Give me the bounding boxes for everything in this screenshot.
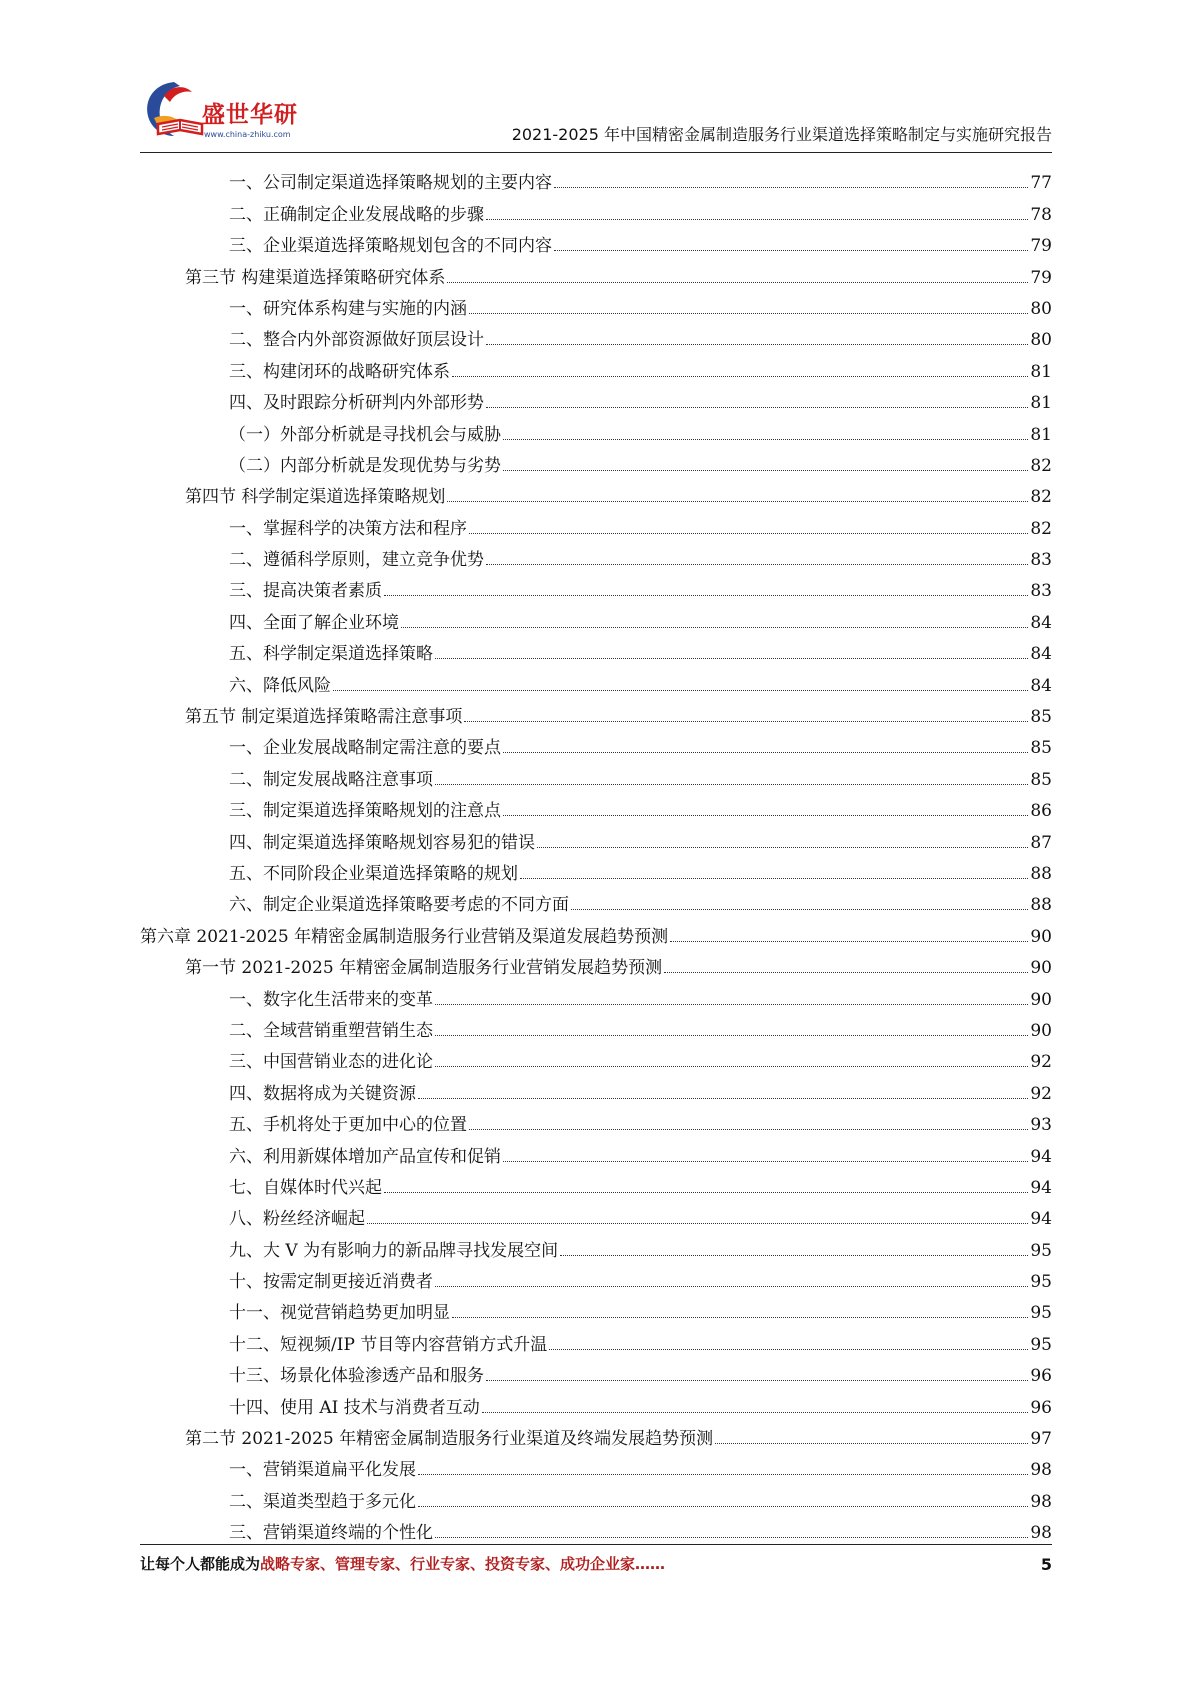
toc-entry-title: 一、营销渠道扁平化发展 — [229, 1460, 416, 1481]
toc-entry[interactable] — [140, 506, 1052, 537]
toc-entry-title: 五、手机将处于更加中心的位置 — [229, 1115, 467, 1136]
toc-leader-dots — [715, 1443, 1028, 1444]
toc-entry[interactable] — [140, 1385, 1052, 1416]
toc-entry[interactable] — [140, 914, 1052, 945]
toc-entry-page: 77 — [1030, 173, 1052, 194]
header-divider — [140, 152, 1052, 153]
toc-entry-page: 80 — [1030, 298, 1052, 319]
toc-entry-page: 81 — [1030, 393, 1052, 414]
toc-entry-page: 84 — [1030, 644, 1052, 665]
toc-entry-title: 第一节 2021-2025 年精密金属制造服务行业营销发展趋势预测 — [185, 958, 663, 979]
logo-name: 盛世华研 — [202, 102, 298, 128]
toc-leader-dots — [554, 187, 1028, 188]
toc-entry-title: 六、利用新媒体增加产品宣传和促销 — [229, 1146, 501, 1167]
toc-entry-page: 98 — [1030, 1491, 1052, 1512]
toc-leader-dots — [435, 1537, 1028, 1538]
toc-entry[interactable] — [140, 1291, 1052, 1322]
toc-entry[interactable] — [140, 946, 1052, 977]
toc-entry-title: （一）外部分析就是寻找机会与威胁 — [229, 424, 501, 445]
toc-entry[interactable] — [140, 1511, 1052, 1542]
toc-leader-dots — [664, 972, 1028, 973]
toc-entry-page: 81 — [1030, 424, 1052, 445]
toc-entry[interactable] — [140, 663, 1052, 694]
toc-entry[interactable] — [140, 287, 1052, 318]
toc-leader-dots — [486, 344, 1028, 345]
toc-entry[interactable] — [140, 1260, 1052, 1291]
toc-entry-page: 94 — [1030, 1146, 1052, 1167]
toc-entry-page: 84 — [1030, 675, 1052, 696]
toc-leader-dots — [418, 1474, 1028, 1475]
toc-leader-dots — [401, 627, 1028, 628]
toc-entry[interactable] — [140, 1103, 1052, 1134]
toc-entry[interactable] — [140, 1071, 1052, 1102]
toc-entry[interactable] — [140, 538, 1052, 569]
toc-entry-page: 98 — [1030, 1523, 1052, 1544]
toc-leader-dots — [503, 1161, 1028, 1162]
toc-entry[interactable] — [140, 349, 1052, 380]
toc-entry-page: 97 — [1030, 1429, 1052, 1450]
toc-entry-page: 82 — [1030, 518, 1052, 539]
toc-entry[interactable] — [140, 475, 1052, 506]
toc-entry-title: 六、制定企业渠道选择策略要考虑的不同方面 — [229, 895, 569, 916]
toc-entry[interactable] — [140, 1166, 1052, 1197]
toc-entry-page: 82 — [1030, 455, 1052, 476]
toc-entry[interactable] — [140, 1228, 1052, 1259]
toc-entry-title: 第五节 制定渠道选择策略需注意事项 — [185, 707, 463, 728]
toc-leader-dots — [435, 1286, 1028, 1287]
toc-entry-title: （二）内部分析就是发现优势与劣势 — [229, 455, 501, 476]
toc-entry[interactable] — [140, 852, 1052, 883]
toc-entry-title: 三、构建闭环的战略研究体系 — [229, 361, 450, 382]
toc-entry-title: 第四节 科学制定渠道选择策略规划 — [185, 487, 446, 508]
toc-entry[interactable] — [140, 381, 1052, 412]
toc-entry-title: 三、制定渠道选择策略规划的注意点 — [229, 801, 501, 822]
toc-leader-dots — [482, 1412, 1028, 1413]
logo-book-icon — [140, 78, 206, 144]
toc-entry-title: 一、掌握科学的决策方法和程序 — [229, 518, 467, 539]
toc-entry-page: 95 — [1030, 1272, 1052, 1293]
page-number: 5 — [1040, 1555, 1052, 1574]
toc-entry[interactable] — [140, 1448, 1052, 1479]
toc-entry-title: 六、降低风险 — [229, 675, 331, 696]
toc-leader-dots — [537, 847, 1028, 848]
toc-entry-title: 二、正确制定企业发展战略的步骤 — [229, 204, 484, 225]
toc-leader-dots — [554, 250, 1028, 251]
toc-entry-title: 四、制定渠道选择策略规划容易犯的错误 — [229, 832, 535, 853]
toc-entry[interactable] — [140, 757, 1052, 788]
toc-entry[interactable] — [140, 1322, 1052, 1353]
toc-entry[interactable] — [140, 726, 1052, 757]
toc-leader-dots — [571, 909, 1028, 910]
toc-entry[interactable] — [140, 1009, 1052, 1040]
toc-entry-page: 83 — [1030, 581, 1052, 602]
toc-entry[interactable] — [140, 632, 1052, 663]
toc-entry-title: 十一、视觉营销趋势更加明显 — [229, 1303, 450, 1324]
toc-entry-page: 90 — [1030, 1020, 1052, 1041]
toc-entry-page: 98 — [1030, 1460, 1052, 1481]
toc-leader-dots — [418, 1098, 1028, 1099]
toc-entry-page: 81 — [1030, 361, 1052, 382]
toc-entry-title: 三、企业渠道选择策略规划包含的不同内容 — [229, 236, 552, 257]
toc-entry-page: 93 — [1030, 1115, 1052, 1136]
toc-leader-dots — [435, 1066, 1028, 1067]
toc-leader-dots — [486, 407, 1028, 408]
toc-entry[interactable] — [140, 444, 1052, 475]
toc-entry-page: 95 — [1030, 1303, 1052, 1324]
toc-entry-title: 三、营销渠道终端的个性化 — [229, 1523, 433, 1544]
toc-entry[interactable] — [140, 569, 1052, 600]
toc-entry-title: 三、中国营销业态的进化论 — [229, 1052, 433, 1073]
toc-entry-page: 82 — [1030, 487, 1052, 508]
toc-leader-dots — [435, 1004, 1028, 1005]
toc-entry-page: 86 — [1030, 801, 1052, 822]
report-title: 2021-2025 年中国精密金属制造服务行业渠道选择策略制定与实施研究报告 — [511, 125, 1052, 144]
toc-entry-title: 十三、场景化体验渗透产品和服务 — [229, 1366, 484, 1387]
toc-entry-title: 九、大 V 为有影响力的新品牌寻找发展空间 — [229, 1240, 559, 1261]
toc-entry-page: 85 — [1030, 769, 1052, 790]
toc-entry[interactable] — [140, 318, 1052, 349]
toc-entry[interactable] — [140, 1417, 1052, 1448]
toc-leader-dots — [503, 470, 1028, 471]
toc-entry-page: 92 — [1030, 1083, 1052, 1104]
toc-leader-dots — [549, 1349, 1028, 1350]
toc-entry-title: 第六章 2021-2025 年精密金属制造服务行业营销及渠道发展趋势预测 — [140, 926, 669, 947]
toc-entry[interactable] — [140, 1479, 1052, 1510]
toc-leader-dots — [503, 815, 1028, 816]
toc-entry-title: 十、按需定制更接近消费者 — [229, 1272, 433, 1293]
toc-entry[interactable] — [140, 977, 1052, 1008]
toc-entry[interactable] — [140, 1197, 1052, 1228]
toc-entry[interactable] — [140, 412, 1052, 443]
toc-entry-page: 88 — [1030, 895, 1052, 916]
toc-leader-dots — [560, 1255, 1028, 1256]
company-logo — [140, 78, 310, 144]
toc-entry-title: 第二节 2021-2025 年精密金属制造服务行业渠道及终端发展趋势预测 — [185, 1429, 714, 1450]
footer-slogan-prefix: 让每个人都能成为 — [140, 1555, 261, 1573]
toc-leader-dots — [469, 1129, 1028, 1130]
toc-entry-title: 十四、使用 AI 技术与消费者互动 — [229, 1397, 480, 1418]
toc-leader-dots — [486, 1380, 1028, 1381]
toc-entry[interactable] — [140, 224, 1052, 255]
page-header — [140, 78, 1052, 152]
toc-leader-dots — [435, 658, 1028, 659]
toc-leader-dots — [447, 282, 1028, 283]
toc-entry-page: 78 — [1030, 204, 1052, 225]
logo-url: www.china-zhiku.com — [204, 130, 291, 139]
toc-entry-title: 二、制定发展战略注意事项 — [229, 769, 433, 790]
toc-entry-page: 96 — [1030, 1366, 1052, 1387]
toc-entry-title: 二、全域营销重塑营销生态 — [229, 1020, 433, 1041]
toc-leader-dots — [435, 784, 1028, 785]
toc-entry[interactable] — [140, 820, 1052, 851]
toc-entry-page: 84 — [1030, 612, 1052, 633]
toc-entry-title: 一、企业发展战略制定需注意的要点 — [229, 738, 501, 759]
toc-leader-dots — [384, 595, 1028, 596]
toc-entry[interactable] — [140, 789, 1052, 820]
toc-entry-title: 一、研究体系构建与实施的内涵 — [229, 298, 467, 319]
toc-entry-page: 94 — [1030, 1209, 1052, 1230]
toc-entry-title: 三、提高决策者素质 — [229, 581, 382, 602]
toc-leader-dots — [333, 690, 1028, 691]
toc-leader-dots — [452, 376, 1028, 377]
toc-entry[interactable] — [140, 695, 1052, 726]
toc-entry-page: 83 — [1030, 550, 1052, 571]
toc-entry-title: 四、及时跟踪分析研判内外部形势 — [229, 393, 484, 414]
toc-leader-dots — [469, 313, 1028, 314]
toc-entry-page: 85 — [1030, 707, 1052, 728]
toc-leader-dots — [486, 564, 1028, 565]
toc-entry-title: 二、整合内外部资源做好顶层设计 — [229, 330, 484, 351]
toc-entry-title: 七、自媒体时代兴起 — [229, 1177, 382, 1198]
toc-entry-page: 90 — [1030, 989, 1052, 1010]
toc-leader-dots — [452, 1317, 1028, 1318]
toc-entry[interactable] — [140, 161, 1052, 192]
toc-leader-dots — [367, 1223, 1028, 1224]
toc-entry-title: 第三节 构建渠道选择策略研究体系 — [185, 267, 446, 288]
toc-entry[interactable] — [140, 255, 1052, 286]
toc-entry-title: 一、数字化生活带来的变革 — [229, 989, 433, 1010]
toc-entry-page: 88 — [1030, 863, 1052, 884]
toc-leader-dots — [503, 439, 1028, 440]
toc-entry-title: 五、不同阶段企业渠道选择策略的规划 — [229, 863, 518, 884]
toc-leader-dots — [435, 1035, 1028, 1036]
toc-entry[interactable] — [140, 883, 1052, 914]
toc-entry-page: 79 — [1030, 267, 1052, 288]
toc-entry-page: 95 — [1030, 1240, 1052, 1261]
toc-leader-dots — [464, 721, 1028, 722]
toc-entry-title: 二、渠道类型趋于多元化 — [229, 1491, 416, 1512]
table-of-contents — [140, 161, 1052, 1542]
toc-leader-dots — [384, 1192, 1028, 1193]
toc-entry-title: 五、科学制定渠道选择策略 — [229, 644, 433, 665]
toc-entry[interactable] — [140, 600, 1052, 631]
toc-entry-page: 79 — [1030, 236, 1052, 257]
toc-entry[interactable] — [140, 192, 1052, 223]
toc-entry-title: 八、粉丝经济崛起 — [229, 1209, 365, 1230]
toc-entry[interactable] — [140, 1134, 1052, 1165]
toc-entry[interactable] — [140, 1354, 1052, 1385]
toc-entry-title: 四、数据将成为关键资源 — [229, 1083, 416, 1104]
toc-entry-page: 95 — [1030, 1334, 1052, 1355]
toc-leader-dots — [520, 878, 1028, 879]
footer-slogan — [140, 1557, 665, 1572]
toc-entry-page: 96 — [1030, 1397, 1052, 1418]
toc-entry-page: 87 — [1030, 832, 1052, 853]
toc-entry-title: 四、全面了解企业环境 — [229, 612, 399, 633]
toc-entry-page: 92 — [1030, 1052, 1052, 1073]
toc-entry-page: 80 — [1030, 330, 1052, 351]
toc-entry-page: 90 — [1030, 926, 1052, 947]
footer-slogan-highlight: 战略专家、管理专家、行业专家、投资专家、成功企业家…… — [260, 1555, 666, 1573]
toc-entry[interactable] — [140, 1040, 1052, 1071]
toc-entry-page: 90 — [1030, 958, 1052, 979]
toc-entry-page: 85 — [1030, 738, 1052, 759]
toc-leader-dots — [418, 1506, 1028, 1507]
toc-entry-title: 一、公司制定渠道选择策略规划的主要内容 — [229, 173, 552, 194]
toc-leader-dots — [469, 533, 1028, 534]
toc-leader-dots — [670, 941, 1028, 942]
toc-leader-dots — [447, 501, 1028, 502]
toc-leader-dots — [503, 752, 1028, 753]
footer-divider — [140, 1544, 1052, 1545]
toc-leader-dots — [486, 219, 1028, 220]
toc-entry-title: 二、遵循科学原则，建立竞争优势 — [229, 550, 484, 571]
toc-entry-page: 94 — [1030, 1177, 1052, 1198]
toc-entry-title: 十二、短视频/IP 节目等内容营销方式升温 — [229, 1334, 548, 1355]
